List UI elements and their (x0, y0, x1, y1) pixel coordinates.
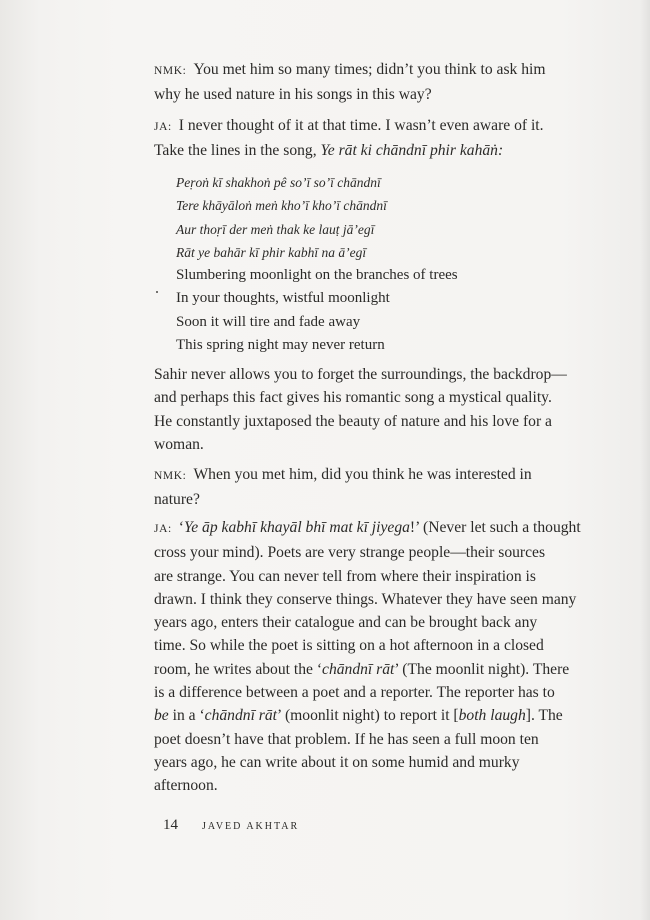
speaker-label: JA: (154, 121, 172, 133)
hindi-term: chāndnī rāt (322, 660, 395, 678)
dialogue-text: ‘ (178, 519, 184, 536)
running-author: JAVED AKHTAR (202, 821, 300, 832)
dialogue-nmk-2 (154, 463, 594, 512)
dialogue-text: years ago, enters their catalogue and can be brought back any (154, 614, 538, 632)
page-footer (163, 816, 299, 836)
verse-translation (176, 264, 536, 357)
verse-line: Peṛoṅ kī shakhoṅ pê so’ī so’ī chāndnī (176, 175, 381, 190)
stage-direction: both laugh (458, 707, 526, 725)
dialogue-text: ’ (The moonlit night). There (394, 660, 570, 678)
page-edge-shadow (640, 0, 650, 920)
dialogue-line (154, 516, 594, 541)
dialogue-text: You met him so many times; didn’t you think to ask him (193, 61, 546, 78)
dialogue-text: is a difference between a poet and a reporter. The reporter has to (154, 684, 555, 702)
translation-line: Soon it will tire and fade away (176, 313, 361, 330)
stray-mark (156, 291, 158, 293)
hindi-term: chāndnī rāt (204, 707, 278, 725)
dialogue-text: ]. The (525, 707, 563, 725)
dialogue-text: Take the lines in the song, (154, 142, 321, 160)
dialogue-line (154, 704, 594, 727)
dialogue-line (154, 114, 594, 139)
verse-line: Aur thoṛī der meṅ thak ke lauṭ jā’egī (176, 221, 375, 237)
hindi-quote: Ye āp kabhī khayāl bhī mat kī jiyega (183, 519, 410, 536)
commentary-paragraph (154, 363, 594, 456)
dialogue-text: drawn. I think they conserve things. Whatever they have seen many (154, 590, 577, 608)
dialogue-ja-1 (154, 114, 594, 163)
speaker-label: JA: (154, 523, 172, 535)
dialogue-text: When you met him, did you think he was interested in (193, 466, 532, 483)
dialogue-text: why he used nature in his songs in this way? (154, 86, 432, 104)
dialogue-line (154, 463, 594, 488)
paragraph-line: Sahir never allows you to forget the surroundings, the backdrop— (154, 366, 567, 383)
dialogue-text: I never thought of it at that time. I wasn’t even aware of it. (178, 117, 544, 134)
dialogue-ja-2 (154, 516, 594, 798)
translation-line: This spring night may never return (176, 336, 385, 353)
song-title: Ye rāt ki chāndnī phir kahāṅ: (320, 142, 504, 160)
dialogue-text: are strange. You can never tell from where their inspiration is (154, 567, 536, 585)
dialogue-text: afternoon. (154, 777, 218, 795)
dialogue-text: cross your mind). Poets are very strange people—their sources (154, 544, 546, 562)
emphasis: be (154, 707, 169, 725)
paragraph-line: woman. (154, 435, 204, 453)
paragraph-line: and perhaps this fact gives his romantic song a mystical quality. (154, 389, 552, 407)
dialogue-line (154, 58, 594, 83)
translation-line: In your thoughts, wistful moonlight (176, 290, 390, 307)
dialogue-text: in a ‘ (168, 707, 205, 725)
dialogue-line (154, 658, 594, 681)
dialogue-text: nature? (154, 491, 200, 509)
dialogue-text: room, he writes about the ‘ (154, 660, 323, 678)
song-verse (176, 171, 536, 264)
dialogue-text: years ago, he can write about it on some humid and murky (154, 753, 520, 771)
page-number: 14 (163, 817, 178, 833)
dialogue-text: !’ (Never let such a thought (409, 519, 581, 536)
verse-line: Tere khāyāloṅ meṅ kho’ī kho’ī chāndnī (176, 198, 387, 214)
dialogue-line (154, 139, 594, 162)
dialogue-text: poet doesn’t have that problem. If he has seen a full moon ten (154, 730, 539, 748)
verse-line: Rāt ye bahār kī phir kabhī na ā’egī (176, 244, 367, 260)
translation-line: Slumbering moonlight on the branches of trees (176, 267, 458, 283)
dialogue-nmk-1 (154, 58, 594, 107)
speaker-label: NMK: (154, 470, 187, 482)
dialogue-text: time. So while the poet is sitting on a hot afternoon in a closed (154, 637, 544, 655)
dialogue-text: ’ (moonlit night) to report it [ (277, 707, 459, 725)
speaker-label: NMK: (154, 65, 187, 77)
paragraph-line: He constantly juxtaposed the beauty of nature and his love for a (154, 412, 552, 430)
